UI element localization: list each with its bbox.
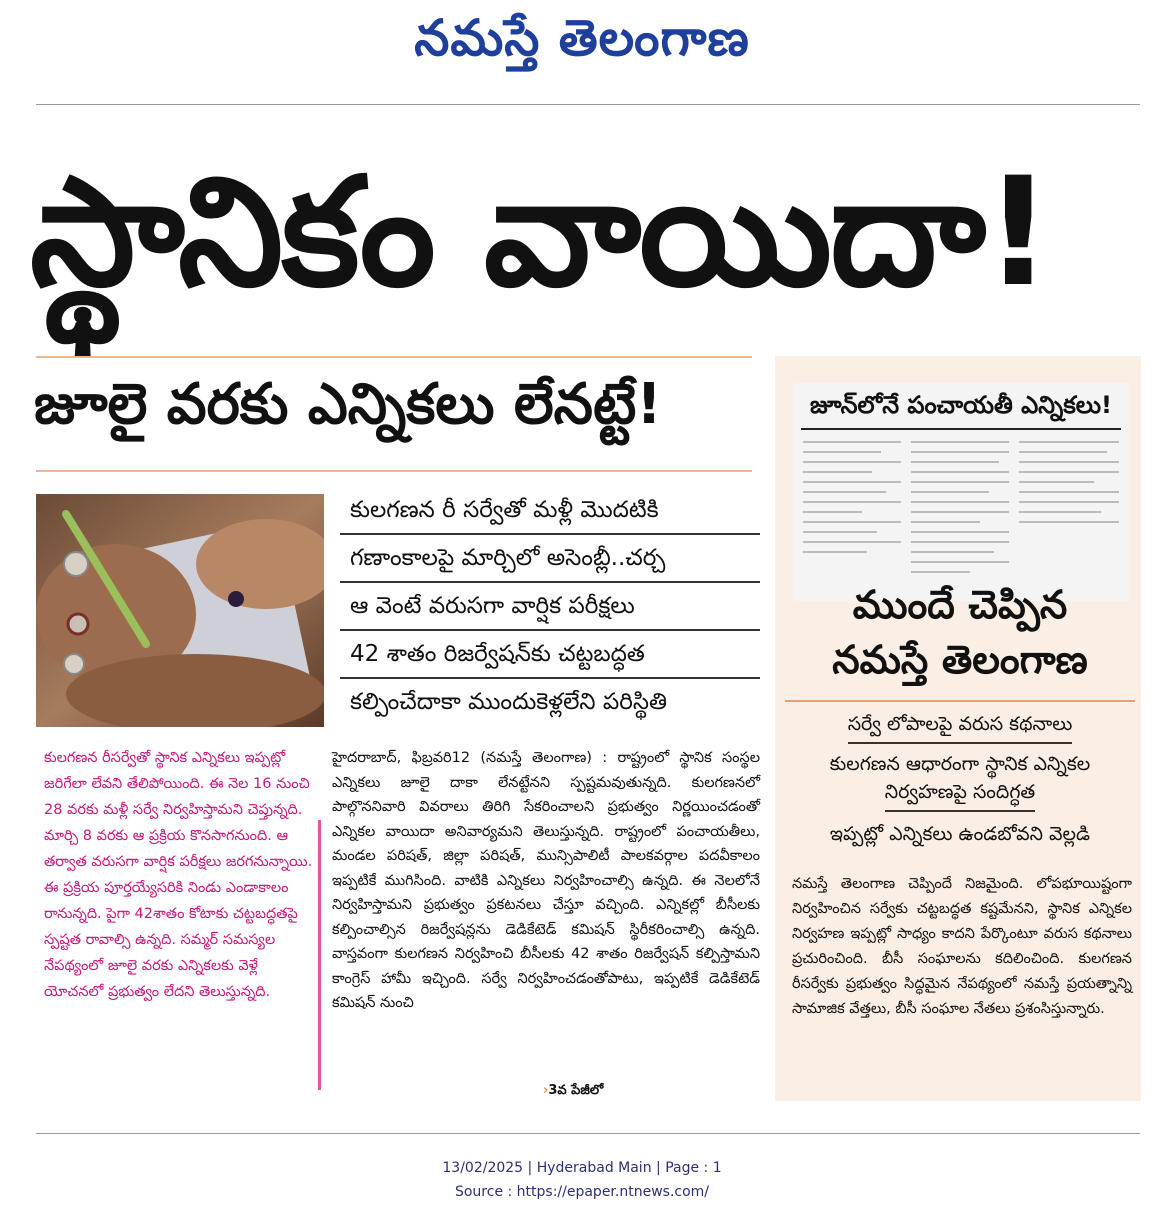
article-body: హైదరాబాద్, ఫిబ్రవరి12 (నమస్తే తెలంగాణ) : రాష్ట్రంలో స్థానిక సంస్థల ఎన్నికలు జూలై దాకా లేనట్టేనని స్పష్టమవుతున్నది. కులగణనలో పాల్గొననివారి వివరాలు తిరిగి సేకరించాలని ప్రభుత్వం నిర్ణయించడంతో ఎన్నికల వాయిదా అనివార్యమని తెలుస్తున్నది. రాష్ట్రంలో పంచాయతీలు, మండల పరిషత్, జిల్లా పరిషత్, మున్సిపాలిటీ పాలకవర్గాల పదవీకాలం ఇప్పటికే ముగిసింది. వాటికి ఎన్నికలు నిర్వహించాల్సి ఉన్నది. ఈ నెలలోనే నిర్వహిస్తామని ప్రభుత్వం ప్రకటనలు చేస్తూ వచ్చింది. ఎన్నికల్లో బీసీలకు కల్పించాల్సిన రిజర్వేషన్లను డెడికేటెడ్ కమిషన్ స్థిరీకరించాల్సి ఉన్నది. వాస్తవంగా కులగణన నిర్వహించి బీసీలకు 42 శాతం రిజర్వేషన్ కల్పిస్తామని కాంగ్రెస్ హామీ ఇచ్చింది. సర్వే నిర్వహించడంతోపాటు, ఇప్పటికే డెడికేటెడ్ కమిషన్ నుంచి xyxy=(332,750,760,1011)
key-point: ఆ వెంటే వరుసగా వార్షిక పరీక్షలు xyxy=(340,583,760,631)
sidebar-sub3: ఇప్పట్లో ఎన్నికలు ఉండబోవని వెల్లడి xyxy=(829,823,1091,845)
sidebar-rule xyxy=(785,700,1135,702)
footer-edition-info: 13/02/2025 | Hyderabad Main | Page : 1 xyxy=(442,1160,722,1176)
key-point: కల్పించేదాకా ముందుకెళ్లలేని పరిస్థితి xyxy=(350,689,668,715)
sidebar-headline-line2: నమస్తే తెలంగాణ xyxy=(832,638,1088,683)
pink-accent-bar xyxy=(318,820,321,1090)
chevron-right-icon: › xyxy=(543,1083,549,1098)
voting-photo-image xyxy=(36,494,324,727)
clipping-text-column xyxy=(911,441,1009,581)
subhead-bottom-rule xyxy=(36,470,752,472)
clipping-rule xyxy=(801,428,1121,430)
continued-on-page xyxy=(543,1083,603,1101)
main-headline: స్థానికం వాయిదా! xyxy=(30,146,1051,320)
key-point: కులగణన రీ సర్వేతో మళ్లీ మొదటికి xyxy=(340,487,760,535)
sidebar-sub2-line1: కులగణన ఆధారంగా స్థానిక ఎన్నికల xyxy=(829,753,1091,775)
sidebar-body: నమస్తే తెలంగాణ చెప్పిందే నిజమైంది. లోపభూయిష్టంగా నిర్వహించిన సర్వేకు చట్టబద్ధత కష్టమేనని, స్థానిక ఎన్నికల నిర్వహణ ఇప్పట్లో సాధ్యం కాదని పేర్కొంటూ వరుస కథనాలు ప్రచురించింది. బీసీ సంఘాలను కదిలించింది. కులగణన రీసర్వేకు ప్రభుత్వం సిద్ధమైన నేపథ్యంలో నమస్తే ప్రయత్నాన్ని సామాజిక వేత్తలు, బీసీ సంఘాల నేతలు ప్రశంసిస్తున్నారు. xyxy=(792,876,1132,1017)
subhead-top-rule xyxy=(36,356,752,358)
footer-source-link[interactable]: Source : https://epaper.ntnews.com/ xyxy=(454,1184,710,1200)
footer-divider xyxy=(36,1133,1140,1134)
sidebar-headline-line1: ముందే చెప్పిన xyxy=(852,583,1068,628)
sidebar-sub1: సర్వే లోపాలపై వరుస కథనాలు xyxy=(848,710,1073,744)
masthead-divider xyxy=(36,104,1140,105)
clipping-text-column xyxy=(803,441,901,561)
key-point: 42 శాతం రిజర్వేషన్‌కు చట్టబద్ధత xyxy=(340,631,760,679)
masthead-logo: నమస్తే తెలంగాణ xyxy=(414,8,750,67)
continued-label: 3వ పేజీలో xyxy=(548,1083,604,1098)
key-points-list xyxy=(340,487,760,725)
clipping-title: జూన్‌లోనే పంచాయతీ ఎన్నికలు! xyxy=(810,391,1112,419)
pink-summary-column: కులగణన రీసర్వేతో స్థానిక ఎన్నికలు ఇప్పట్లో జరిగేలా లేవని తేలిపోయింది. ఈ నెల 16 నుంచి 28 వరకు మళ్లీ సర్వే నిర్వహిస్తామని చెప్తున్నది. మార్చి 8 వరకు ఆ ప్రక్రియ కొనసాగనుంది. ఆ తర్వాత వరుసగా వార్షిక పరీక్షలు జరగనున్నాయి. ఈ ప్రక్రియ పూర్తయ్యేసరికి నిండు ఎండాకాలం రానున్నది. పైగా 42శాతం కోటాకు చట్టబద్ధతపై స్పష్టత రావాల్సి ఉన్నది. సమ్మర్ సమస్యల నేపథ్యంలో జూలై వరకు ఎన్నికలకు వెళ్లే యోచనలో ప్రభుత్వం లేదని తెలుస్తున్నది. xyxy=(44,750,313,1000)
voting-finger-photo xyxy=(36,494,324,727)
sidebar-sub2-line2: నిర్వహణపై సందిగ్ధత xyxy=(885,778,1035,812)
subheadline: జూలై వరకు ఎన్నికలు లేనట్టే! xyxy=(34,372,662,437)
clipping-image xyxy=(793,383,1129,601)
sidebar-subheads xyxy=(785,710,1135,848)
key-point: గణాంకాలపై మార్చిలో అసెంబ్లీ..చర్చ xyxy=(340,535,760,583)
clipping-text-column xyxy=(1019,441,1119,531)
sidebar-headline xyxy=(785,578,1135,688)
